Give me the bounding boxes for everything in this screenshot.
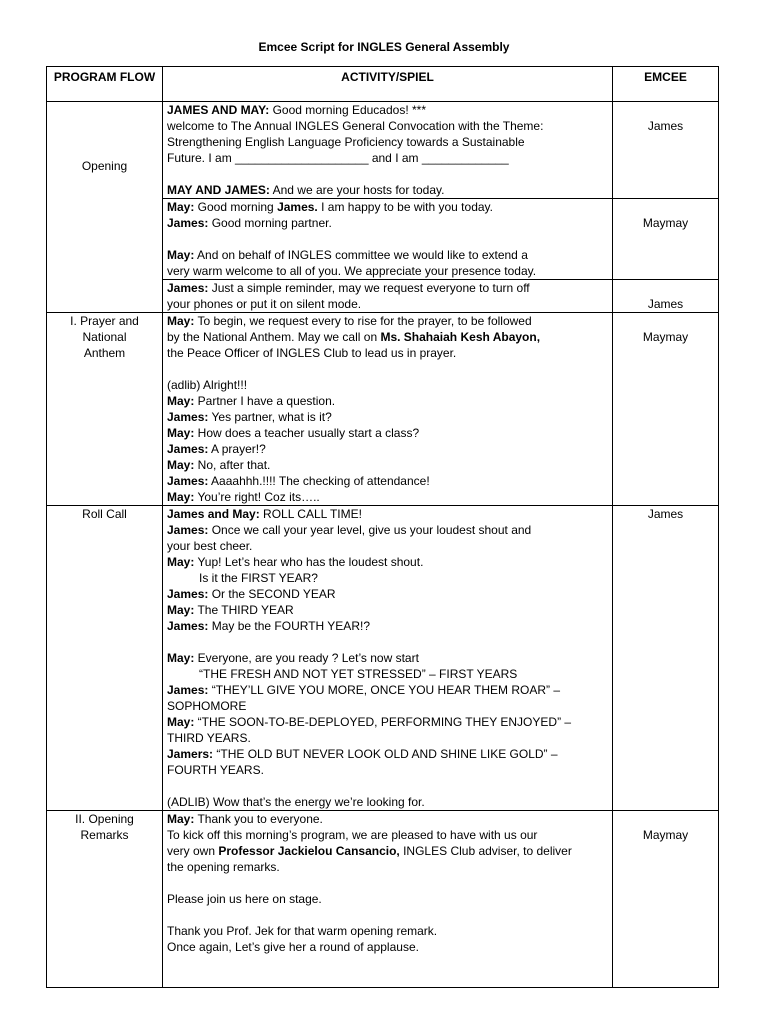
emcee-cell — [613, 280, 719, 313]
spiel-line: Once again, Let’s give her a round of applause. — [167, 940, 419, 954]
emcee-cell — [613, 506, 719, 811]
spacer — [167, 634, 608, 650]
spiel-cell — [163, 811, 613, 988]
speaker-label: May: — [167, 248, 195, 262]
speaker-label: May: — [167, 555, 195, 569]
spiel-text: Thank you to everyone. — [194, 812, 323, 826]
spiel-text: You’re right! Coz its….. — [194, 490, 320, 504]
spiel-line — [167, 247, 608, 263]
table-header-row — [47, 67, 719, 102]
spiel-line — [167, 473, 608, 489]
emcee-name: James — [647, 507, 684, 521]
spiel-cell — [163, 102, 613, 199]
spiel-line — [167, 618, 608, 634]
spiel-text: Aaaahhh.!!!! The checking of attendance! — [208, 474, 430, 488]
spiel-line: Strengthening English Language Proficiency towards a Sustainable — [167, 135, 525, 149]
speaker-label: James: — [167, 619, 209, 633]
spiel-emphasis: James. — [277, 200, 318, 214]
flow-label: Roll Call — [82, 507, 127, 521]
spiel-text: Good morning partner. — [208, 216, 332, 230]
emcee-name: Maymay — [642, 828, 689, 842]
speaker-label: May: — [167, 314, 195, 328]
spiel-text: No, after that. — [194, 458, 271, 472]
spiel-line — [167, 843, 608, 859]
spiel-line: the Peace Officer of INGLES Club to lead us in prayer. — [167, 346, 457, 360]
emcee-name: James — [647, 119, 684, 133]
spiel-line — [167, 425, 608, 441]
speaker-label: May: — [167, 394, 195, 408]
table-row — [47, 811, 719, 988]
emcee-cell — [613, 102, 719, 199]
flow-cell-opening — [47, 102, 163, 313]
spiel-line: Please join us here on stage. — [167, 892, 322, 906]
spiel-line — [167, 329, 608, 345]
spiel-line: welcome to The Annual INGLES General Convocation with the Theme: — [167, 119, 544, 133]
speaker-label: James: — [167, 474, 209, 488]
spiel-text: The THIRD YEAR — [194, 603, 294, 617]
spiel-text: Everyone, are you ready ? Let’s now start — [194, 651, 419, 665]
emcee-cell — [613, 199, 719, 280]
spiel-text: “THE SOON-TO-BE-DEPLOYED, PERFORMING THEY ENJOYED” – — [194, 715, 572, 729]
spiel-line: “THE FRESH AND NOT YET STRESSED” – FIRST YEARS — [199, 667, 518, 681]
spiel-line — [167, 586, 608, 602]
speaker-label: May: — [167, 458, 195, 472]
spiel-text: very own — [167, 844, 219, 858]
spiel-line — [167, 457, 608, 473]
spiel-text: Yes partner, what is it? — [208, 410, 332, 424]
speaker-label: May: — [167, 200, 195, 214]
spiel-line: your phones or put it on silent mode. — [167, 297, 362, 311]
speaker-label: May: — [167, 603, 195, 617]
spiel-line — [167, 393, 608, 409]
spiel-text: And on behalf of INGLES committee we would like to extend a — [194, 248, 528, 262]
speaker-label: MAY AND JAMES: — [167, 183, 270, 197]
speaker-label: May: — [167, 426, 195, 440]
spiel-text: Just a simple reminder, may we request everyone to turn off — [208, 281, 530, 295]
spiel-text: How does a teacher usually start a class? — [194, 426, 420, 440]
spiel-line — [167, 313, 608, 329]
spiel-line: Future. I am ____________________ and I am _____________ — [167, 151, 509, 165]
document-title: Emcee Script for INGLES General Assembly — [258, 40, 510, 54]
spiel-cell — [163, 199, 613, 280]
emcee-name: James — [647, 297, 684, 311]
spiel-text: Once we call your year level, give us your loudest shout and — [208, 523, 532, 537]
flow-cell-prayer — [47, 313, 163, 506]
speaker-label: James: — [167, 587, 209, 601]
spiel-line — [167, 602, 608, 618]
table-row — [47, 102, 719, 199]
flow-label: Remarks — [80, 828, 129, 842]
spiel-line — [167, 409, 608, 425]
spiel-line — [167, 199, 608, 215]
spiel-line — [167, 506, 608, 522]
spiel-text: Yup! Let’s hear who has the loudest shout. — [194, 555, 424, 569]
spacer — [167, 875, 608, 891]
spiel-line: SOPHOMORE — [167, 699, 247, 713]
flow-label: I. Prayer and — [70, 314, 139, 328]
spiel-line — [167, 182, 608, 198]
spiel-line: (adlib) Alright!!! — [167, 378, 248, 392]
spiel-text: “THE OLD BUT NEVER LOOK OLD AND SHINE LIKE GOLD” – — [213, 747, 558, 761]
speaker-label: JAMES AND MAY: — [167, 103, 270, 117]
speaker-label: James: — [167, 281, 209, 295]
spiel-text: A prayer!? — [208, 442, 266, 456]
spiel-text: To begin, we request every to rise for the prayer, to be followed — [194, 314, 532, 328]
spiel-text: Or the SECOND YEAR — [208, 587, 336, 601]
spiel-line — [167, 215, 608, 231]
flow-label: National — [82, 330, 127, 344]
spacer — [167, 778, 608, 794]
spiel-line: FOURTH YEARS. — [167, 763, 264, 777]
spiel-emphasis: Professor Jackielou Cansancio, — [218, 844, 400, 858]
emcee-name: Maymay — [642, 330, 689, 344]
spacer — [167, 361, 608, 377]
emcee-cell — [613, 313, 719, 506]
emcee-cell — [613, 811, 719, 988]
flow-cell-rollcall — [47, 506, 163, 811]
emcee-script-table — [46, 66, 719, 988]
header-activity-spiel: ACTIVITY/SPIEL — [163, 67, 613, 102]
spiel-text: Good morning — [194, 200, 278, 214]
spiel-line: the opening remarks. — [167, 860, 280, 874]
speaker-label: James: — [167, 523, 209, 537]
spiel-line — [167, 522, 608, 538]
spiel-line: To kick off this morning’s program, we are pleased to have with us our — [167, 828, 538, 842]
spiel-text: I am happy to be with you today. — [317, 200, 493, 214]
spiel-cell — [163, 280, 613, 313]
spiel-text: May be the FOURTH YEAR!? — [208, 619, 370, 633]
flow-label: Anthem — [83, 346, 126, 360]
spiel-text: by the National Anthem. May we call on — [167, 330, 381, 344]
spacer — [167, 166, 608, 182]
speaker-label: May: — [167, 651, 195, 665]
spiel-line — [167, 489, 608, 505]
emcee-name: Maymay — [642, 216, 689, 230]
speaker-label: Jamers: — [167, 747, 214, 761]
spiel-text: Partner I have a question. — [194, 394, 336, 408]
spiel-line — [167, 714, 608, 730]
spiel-line — [167, 682, 608, 698]
spiel-text: INGLES Club adviser, to deliver — [399, 844, 572, 858]
speaker-label: James: — [167, 683, 209, 697]
spiel-line — [167, 811, 608, 827]
spacer — [167, 907, 608, 923]
spiel-emphasis: Ms. Shahaiah Kesh Abayon, — [380, 330, 541, 344]
spacer — [167, 231, 608, 247]
spiel-line — [167, 441, 608, 457]
spiel-text: “THEY’LL GIVE YOU MORE, ONCE YOU HEAR THEM ROAR” – — [208, 683, 560, 697]
spiel-line: your best cheer. — [167, 539, 253, 553]
spiel-line — [167, 650, 608, 666]
header-program-flow: PROGRAM FLOW — [47, 67, 163, 102]
spiel-line — [167, 554, 608, 570]
spiel-line — [167, 280, 608, 296]
spiel-cell — [163, 313, 613, 506]
speaker-label: May: — [167, 715, 195, 729]
table-row — [47, 313, 719, 506]
spiel-line: (ADLIB) Wow that’s the energy we’re looking for. — [167, 795, 425, 809]
spiel-line: very warm welcome to all of you. We appreciate your presence today. — [167, 264, 537, 278]
spiel-line — [167, 746, 608, 762]
spiel-line: Is it the FIRST YEAR? — [199, 571, 318, 585]
flow-label: Opening — [81, 159, 128, 173]
speaker-label: James: — [167, 442, 209, 456]
spiel-text: And we are your hosts for today. — [269, 183, 445, 197]
spiel-cell — [163, 506, 613, 811]
spiel-text: ROLL CALL TIME! — [259, 507, 362, 521]
table-row — [47, 506, 719, 811]
flow-cell-remarks — [47, 811, 163, 988]
flow-label: II. Opening — [75, 812, 134, 826]
speaker-label: James: — [167, 410, 209, 424]
header-emcee: EMCEE — [613, 67, 719, 102]
spiel-line — [167, 102, 608, 118]
spiel-line: THIRD YEARS. — [167, 731, 251, 745]
spiel-text: Good morning Educados! *** — [269, 103, 426, 117]
speaker-label: May: — [167, 490, 195, 504]
speaker-label: May: — [167, 812, 195, 826]
speaker-label: James: — [167, 216, 209, 230]
speaker-label: James and May: — [167, 507, 260, 521]
spiel-line: Thank you Prof. Jek for that warm opening remark. — [167, 924, 438, 938]
